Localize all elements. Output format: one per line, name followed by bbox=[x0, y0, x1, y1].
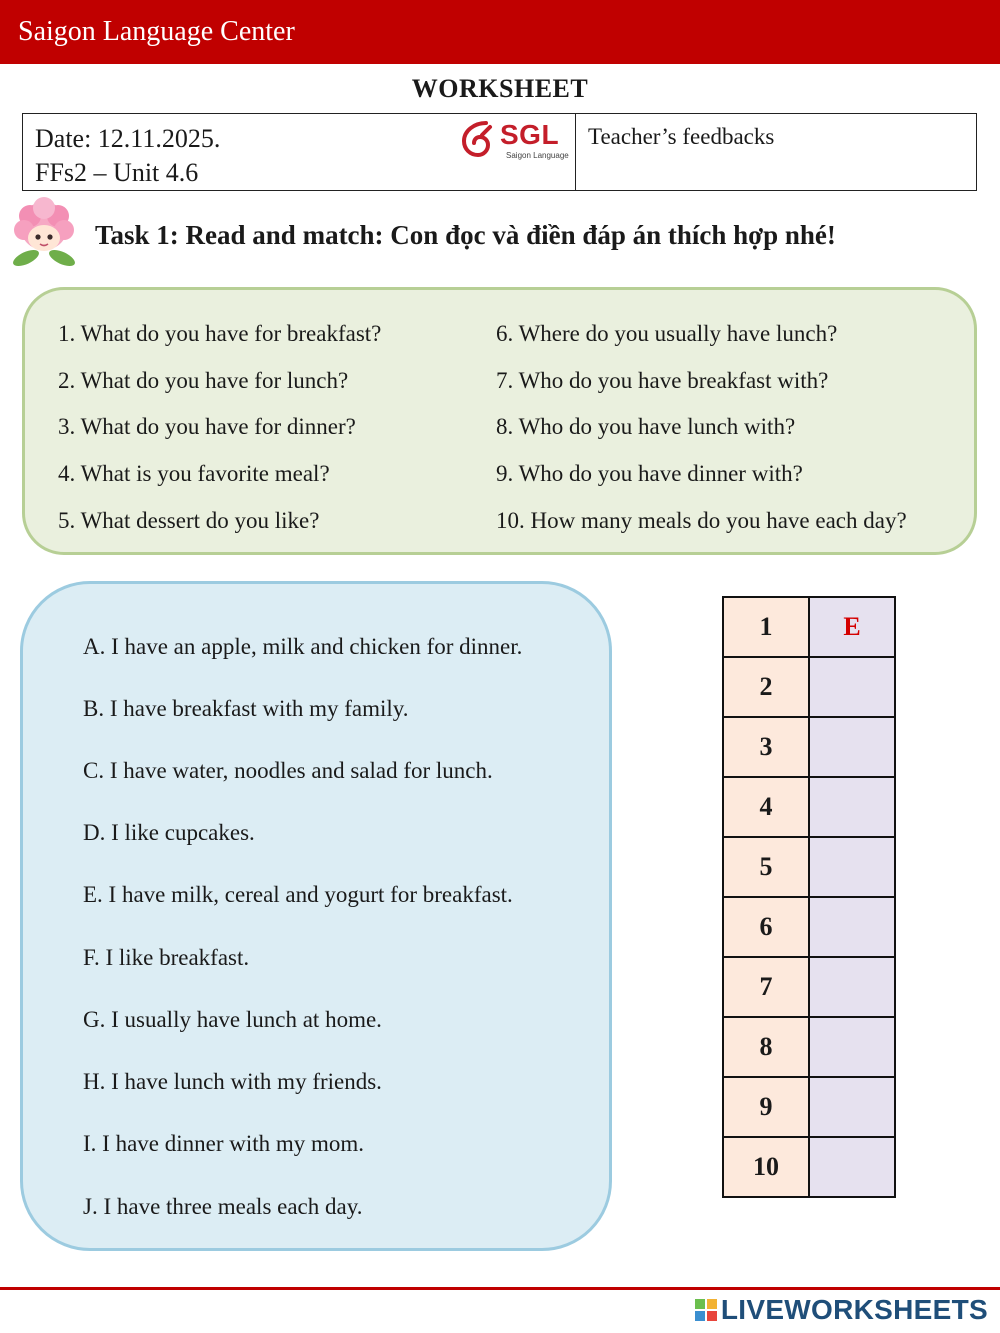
answer-number: 6 bbox=[723, 897, 809, 957]
answer-number: 5 bbox=[723, 837, 809, 897]
answer-row bbox=[723, 657, 895, 717]
answer-row bbox=[723, 1077, 895, 1137]
answer-option: J. I have three meals each day. bbox=[83, 1194, 363, 1219]
flower-mascot-icon bbox=[4, 196, 84, 274]
answer-field[interactable] bbox=[809, 1137, 895, 1197]
answer-field[interactable]: E bbox=[809, 597, 895, 657]
question-item: 2. What do you have for lunch? bbox=[58, 368, 349, 393]
question-item: 10. How many meals do you have each day? bbox=[496, 508, 907, 533]
sgl-swirl-icon bbox=[456, 117, 500, 161]
answer-field[interactable] bbox=[809, 897, 895, 957]
question-item: 1. What do you have for breakfast? bbox=[58, 321, 382, 346]
worksheet-title: WORKSHEET bbox=[411, 74, 589, 103]
answer-option: C. I have water, noodles and salad for lunch. bbox=[83, 758, 493, 783]
liveworksheets-text: LIVEWORKSHEETS bbox=[720, 1294, 988, 1325]
answer-option: G. I usually have lunch at home. bbox=[83, 1007, 382, 1032]
answer-field[interactable] bbox=[809, 657, 895, 717]
teacher-feedback-label: Teacher’s feedbacks bbox=[588, 124, 775, 149]
answer-row bbox=[723, 777, 895, 837]
answer-option: B. I have breakfast with my family. bbox=[83, 696, 409, 721]
answer-option: H. I have lunch with my friends. bbox=[83, 1069, 382, 1094]
answer-field[interactable] bbox=[809, 1077, 895, 1137]
info-divider bbox=[575, 114, 576, 190]
answer-number: 7 bbox=[723, 957, 809, 1017]
answer-field[interactable] bbox=[809, 717, 895, 777]
unit-label: FFs2 – Unit 4.6 bbox=[35, 158, 199, 187]
answer-option: A. I have an apple, milk and chicken for dinner. bbox=[83, 634, 523, 659]
answer-row bbox=[723, 1017, 895, 1077]
answer-option: I. I have dinner with my mom. bbox=[83, 1131, 365, 1156]
questions-box bbox=[22, 287, 977, 555]
question-item: 3. What do you have for dinner? bbox=[58, 414, 356, 439]
answer-field[interactable] bbox=[809, 777, 895, 837]
answer-row bbox=[723, 957, 895, 1017]
answer-row bbox=[723, 597, 895, 657]
question-item: 9. Who do you have dinner with? bbox=[496, 461, 803, 486]
answer-field[interactable] bbox=[809, 1017, 895, 1077]
answer-number: 4 bbox=[723, 777, 809, 837]
answer-row bbox=[723, 897, 895, 957]
sgl-logo bbox=[456, 117, 574, 163]
answer-row bbox=[723, 837, 895, 897]
answer-row bbox=[723, 1137, 895, 1197]
question-item: 7. Who do you have breakfast with? bbox=[496, 368, 829, 393]
answer-field[interactable] bbox=[809, 957, 895, 1017]
question-item: 8. Who do you have lunch with? bbox=[496, 414, 796, 439]
question-item: 4. What is you favorite meal? bbox=[58, 461, 330, 486]
answer-option: E. I have milk, cereal and yogurt for breakfast. bbox=[83, 882, 513, 907]
answer-number: 9 bbox=[723, 1077, 809, 1137]
question-item: 5. What dessert do you like? bbox=[58, 508, 320, 533]
answer-number: 8 bbox=[723, 1017, 809, 1077]
center-name: Saigon Language Center bbox=[18, 16, 295, 47]
footer-divider bbox=[0, 1287, 1000, 1290]
answer-field[interactable] bbox=[809, 837, 895, 897]
answer-option: D. I like cupcakes. bbox=[83, 820, 255, 845]
answer-number: 2 bbox=[723, 657, 809, 717]
answer-row bbox=[723, 717, 895, 777]
logo-text: SGL bbox=[500, 119, 560, 150]
header-bar bbox=[0, 0, 1000, 64]
answer-option: F. I like breakfast. bbox=[83, 945, 250, 970]
question-item: 6. Where do you usually have lunch? bbox=[496, 321, 838, 346]
date-label: Date: 12.11.2025. bbox=[35, 124, 221, 153]
liveworksheets-brand bbox=[695, 1293, 988, 1327]
answers-box bbox=[20, 581, 612, 1251]
answer-number: 10 bbox=[723, 1137, 809, 1197]
answer-number: 1 bbox=[723, 597, 809, 657]
logo-subtext: Saigon Language bbox=[506, 151, 569, 160]
task-title: Task 1: Read and match: Con đọc và điền đáp án thích hợp nhé! bbox=[95, 220, 836, 250]
answer-number: 3 bbox=[723, 717, 809, 777]
liveworksheets-logo-icon bbox=[695, 1299, 717, 1321]
info-box bbox=[22, 113, 977, 191]
answer-table bbox=[722, 596, 896, 1198]
